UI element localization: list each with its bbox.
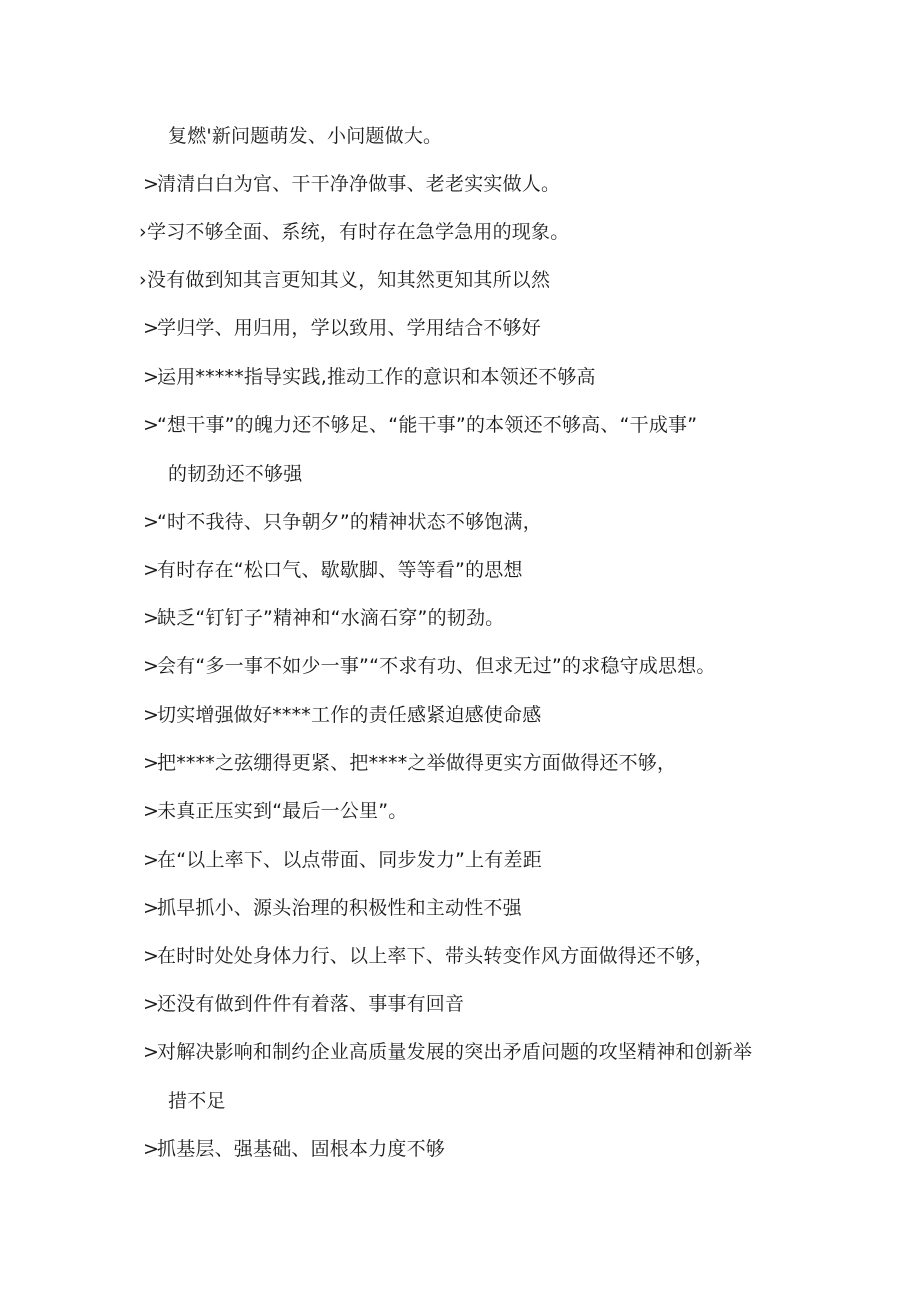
line-text: “想干事”的魄力还不够足、“能干事”的本领还不够高、“干成事”: [157, 414, 698, 436]
text-line-19: [143, 991, 464, 1017]
line-text: 对解决影响和制约企业高质量发展的突出矛盾问题的攻坚精神和创新举: [157, 1041, 753, 1063]
text-line-20: [143, 1039, 752, 1065]
line-text: 会有“多一事不如少一事”“不求有功、但求无过”的求稳守成思想。: [157, 655, 716, 677]
line-text: 切实增强做好****工作的责任感紧迫感使命感: [157, 704, 542, 726]
text-line-15: [143, 798, 408, 824]
bullet-marker: >: [143, 1138, 160, 1160]
text-line-9: [143, 509, 542, 535]
text-line-2: [143, 171, 560, 197]
text-line-5: [143, 315, 541, 341]
line-text: 的韧劲还不够强: [168, 463, 303, 485]
line-text: 清清白白为官、干干净净做事、老老实实做人。: [157, 173, 561, 195]
line-text: 在“以上率下、以点带面、同步发力”上有差距: [157, 849, 542, 871]
line-text: 还没有做到件件有着落、事事有回音: [157, 993, 465, 1015]
bullet-marker: >: [143, 897, 160, 919]
line-text: 有时存在“松口气、歇歇脚、等等看”的思想: [157, 559, 523, 581]
line-text: 缺乏“钉钉子”精神和“水滴石穿”的韧劲。: [157, 607, 505, 629]
line-text: 复燃'新问题萌发、小问题做大。: [168, 125, 443, 147]
line-text: 抓早抓小、源头治理的积极性和主动性不强: [157, 897, 522, 919]
text-line-14: [143, 750, 676, 776]
bullet-marker: >: [143, 752, 160, 774]
line-text: 在时时处处身体力行、以上率下、带头转变作风方面做得还不够，: [157, 945, 714, 967]
line-text: 未真正压实到“最后一公里”。: [157, 800, 408, 822]
text-line-11: [143, 605, 504, 631]
bullet-marker: >: [143, 849, 160, 871]
bullet-marker: ›: [139, 221, 147, 243]
text-line-10: [143, 557, 523, 583]
bullet-marker: >: [143, 655, 160, 677]
line-text: 没有做到知其言更知其义，知其然更知其所以然: [147, 269, 551, 291]
bullet-marker: >: [143, 607, 160, 629]
text-line-7: [143, 412, 697, 438]
bullet-marker: >: [143, 414, 160, 436]
text-line-17: [143, 895, 522, 921]
bullet-marker: >: [143, 366, 160, 388]
line-text: 学归学、用归用，学以致用、学用结合不够好: [157, 317, 542, 339]
line-text: 措不足: [168, 1090, 226, 1112]
text-line-3: [139, 219, 569, 245]
bullet-marker: >: [143, 704, 160, 726]
text-line-8: [168, 461, 302, 487]
line-text: 把****之弦绷得更紧、把****之举做得更实方面做得还不够，: [157, 752, 677, 774]
bullet-marker: >: [143, 800, 160, 822]
bullet-marker: >: [143, 1041, 160, 1063]
bullet-marker: >: [143, 173, 160, 195]
text-line-18: [143, 943, 714, 969]
line-text: 运用*****指导实践,推动工作的意识和本领还不够高: [157, 366, 596, 388]
text-line-22: [143, 1136, 445, 1162]
text-line-4: [139, 267, 550, 293]
bullet-marker: >: [143, 559, 160, 581]
text-line-6: [143, 364, 596, 390]
text-line-13: [143, 702, 541, 728]
line-text: “时不我待、只争朝夕”的精神状态不够饱满，: [157, 511, 542, 533]
text-line-21: [168, 1088, 226, 1114]
bullet-marker: >: [143, 511, 160, 533]
bullet-marker: >: [143, 317, 160, 339]
text-line-12: [143, 653, 716, 679]
bullet-marker: >: [143, 945, 160, 967]
line-text: 抓基层、强基础、固根本力度不够: [157, 1138, 446, 1160]
line-text: 学习不够全面、系统，有时存在急学急用的现象。: [147, 221, 570, 243]
bullet-marker: >: [143, 993, 160, 1015]
text-line-1: [168, 123, 442, 149]
text-line-16: [143, 847, 542, 873]
bullet-marker: ›: [139, 269, 147, 291]
